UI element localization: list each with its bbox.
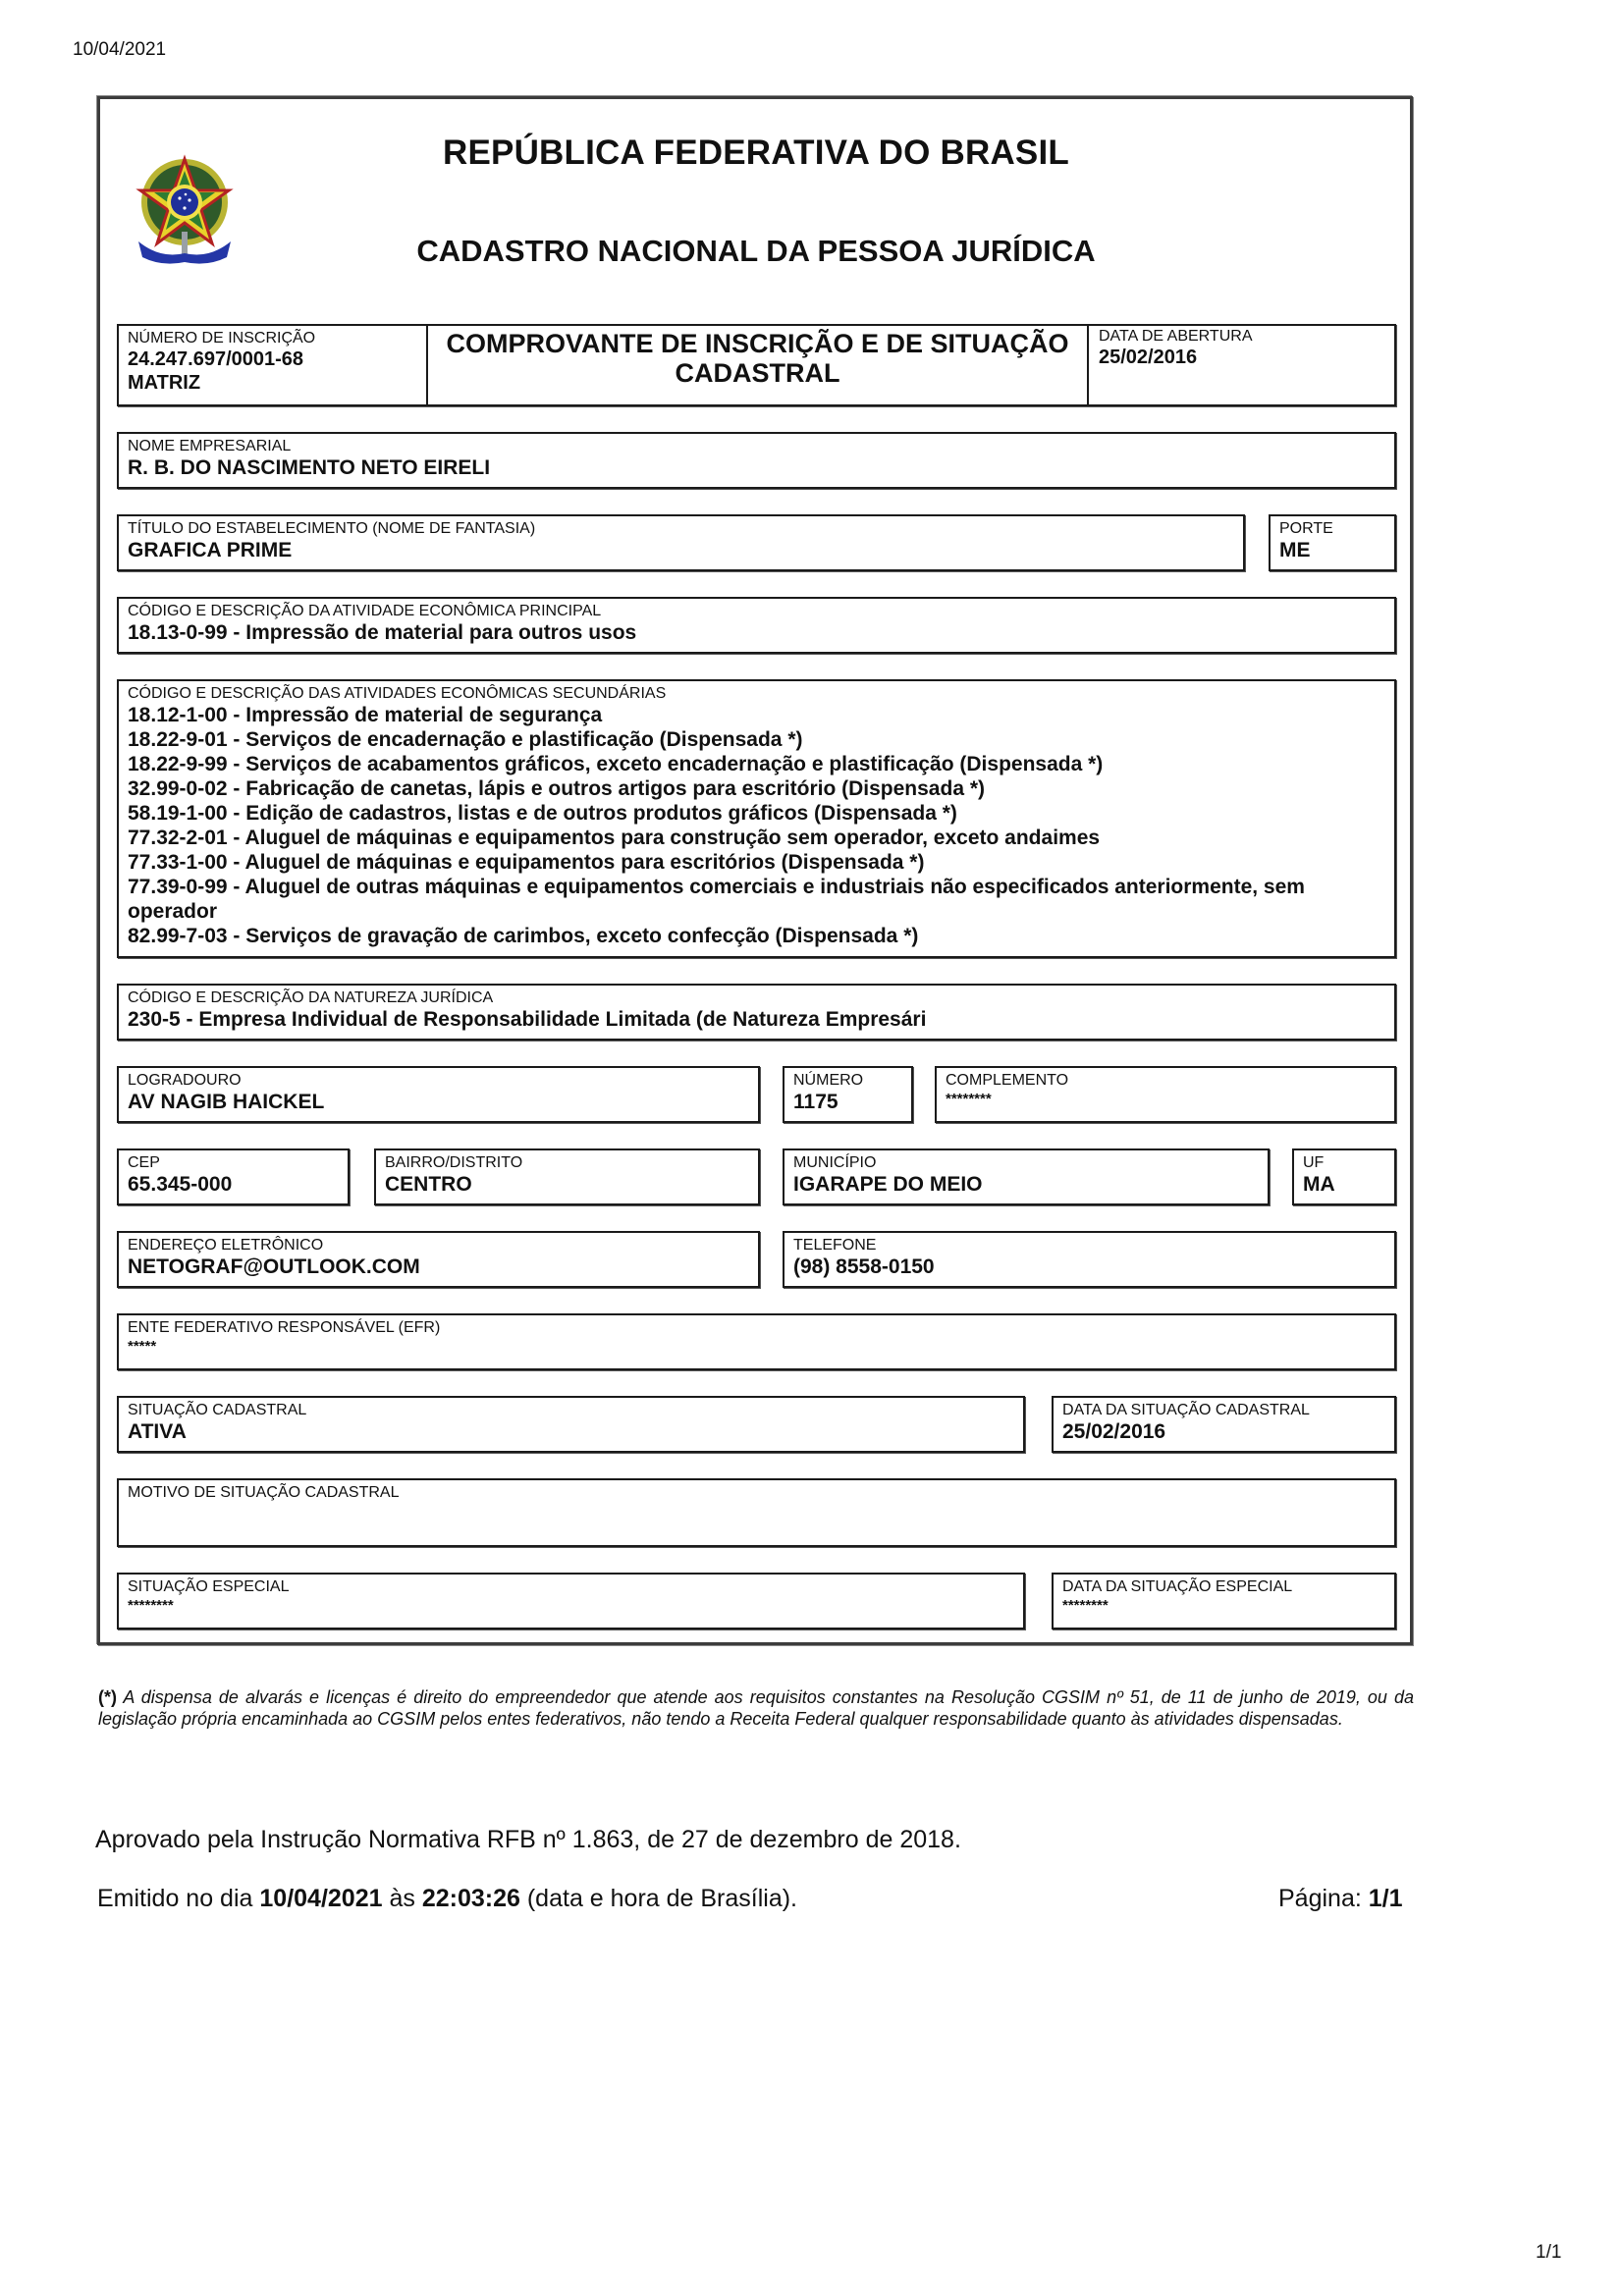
footnote-marker: (*)	[98, 1687, 117, 1707]
telefone-box	[783, 1231, 1396, 1288]
complemento-label: COMPLEMENTO	[946, 1072, 1069, 1089]
issued-mid: às	[389, 1885, 415, 1912]
efr-value: *****	[128, 1338, 157, 1355]
email-box	[117, 1231, 760, 1288]
data-situacao-especial-value: ********	[1062, 1597, 1109, 1614]
logradouro-label: LOGRADOURO	[128, 1072, 242, 1089]
data-situacao-box	[1052, 1396, 1396, 1453]
list-item: 58.19-1-00 - Edição de cadastros, listas e de outros produtos gráficos (Dispensada *)	[128, 802, 957, 825]
efr-box	[117, 1313, 1396, 1370]
municipio-value: IGARAPE DO MEIO	[793, 1173, 983, 1196]
natureza-juridica-box	[117, 984, 1396, 1041]
motivo-label: MOTIVO DE SITUAÇÃO CADASTRAL	[128, 1484, 400, 1501]
abertura-label: DATA DE ABERTURA	[1099, 328, 1253, 345]
list-item: 18.22-9-01 - Serviços de encadernação e plastificação (Dispensada *)	[128, 728, 803, 751]
document-title-line1: COMPROVANTE DE INSCRIÇÃO E DE SITUAÇÃO	[446, 329, 1069, 358]
approval-note: Aprovado pela Instrução Normativa RFB nº 1.863, de 27 de dezembro de 2018.	[95, 1826, 961, 1853]
page-title: REPÚBLICA FEDERATIVA DO BRASIL	[443, 133, 1069, 172]
page-subtitle: CADASTRO NACIONAL DA PESSOA JURÍDICA	[416, 234, 1096, 268]
porte-box	[1269, 514, 1396, 571]
nome-fantasia-label: TÍTULO DO ESTABELECIMENTO (NOME DE FANTASIA)	[128, 520, 536, 537]
porte-value: ME	[1279, 539, 1311, 561]
data-situacao-especial-box	[1052, 1573, 1396, 1629]
data-situacao-label: DATA DA SITUAÇÃO CADASTRAL	[1062, 1402, 1310, 1418]
bairro-box	[374, 1148, 760, 1205]
municipio-box	[783, 1148, 1270, 1205]
numero-box	[783, 1066, 913, 1123]
uf-label: UF	[1303, 1154, 1325, 1171]
email-value: NETOGRAF@OUTLOOK.COM	[128, 1255, 420, 1278]
list-item: 77.33-1-00 - Aluguel de máquinas e equipamentos para escritórios (Dispensada *)	[128, 851, 925, 874]
nome-empresarial-value: R. B. DO NASCIMENTO NETO EIRELI	[128, 456, 491, 479]
cep-label: CEP	[128, 1154, 160, 1171]
efr-label: ENTE FEDERATIVO RESPONSÁVEL (EFR)	[128, 1319, 441, 1336]
situacao-box	[117, 1396, 1025, 1453]
situacao-especial-value: ********	[128, 1597, 174, 1614]
list-item: 18.22-9-99 - Serviços de acabamentos gráficos, exceto encadernação e plastificação (Dispensada *)	[128, 753, 1104, 775]
email-label: ENDEREÇO ELETRÔNICO	[128, 1237, 324, 1254]
cnpj-value: 24.247.697/0001-68	[128, 348, 304, 370]
cep-box	[117, 1148, 350, 1205]
situacao-value: ATIVA	[128, 1420, 187, 1443]
data-situacao-especial-label: DATA DA SITUAÇÃO ESPECIAL	[1062, 1578, 1293, 1595]
page-value: 1/1	[1368, 1885, 1403, 1912]
list-item: 77.39-0-99 - Aluguel de outras máquinas e equipamentos comerciais e industriais não especificados anteriormente, sem operador	[128, 876, 1305, 923]
situacao-label: SITUAÇÃO CADASTRAL	[128, 1402, 307, 1418]
logradouro-value: AV NAGIB HAICKEL	[128, 1091, 325, 1113]
nome-empresarial-box	[117, 432, 1396, 489]
numero-label: NÚMERO	[793, 1072, 864, 1089]
complemento-value: ********	[946, 1091, 992, 1107]
issued-time: 22:03:26	[421, 1885, 520, 1912]
page-count: 1/1	[1536, 2242, 1562, 2263]
atividade-principal-label: CÓDIGO E DESCRIÇÃO DA ATIVIDADE ECONÔMICA PRINCIPAL	[128, 603, 602, 619]
situacao-especial-box	[117, 1573, 1025, 1629]
telefone-label: TELEFONE	[793, 1237, 877, 1254]
footnote-text: A dispensa de alvarás e licenças é direito do empreendedor que atende aos requisitos constantes na Resolução CGSIM nº 51, de 11 de junho de 2019, ou da legislação própria encaminhada ao CGSIM pelos entes federativos, não tendo a Receita Federal qualquer responsabilidade quanto às atividades dispensadas.	[98, 1687, 1414, 1729]
inscricao-label: NÚMERO DE INSCRIÇÃO	[128, 330, 316, 347]
atividades-secundarias-box	[117, 679, 1396, 958]
nome-fantasia-value: GRAFICA PRIME	[128, 539, 293, 561]
atividades-secundarias-list	[128, 703, 1385, 948]
nome-empresarial-label: NOME EMPRESARIAL	[128, 438, 292, 454]
abertura-value: 25/02/2016	[1099, 347, 1198, 368]
issued-date: 10/04/2021	[259, 1885, 383, 1912]
page-label: Página:	[1278, 1885, 1362, 1912]
natureza-juridica-value: 230-5 - Empresa Individual de Responsabilidade Limitada (de Natureza Empresári	[128, 1008, 927, 1031]
document-title-line2: CADASTRAL	[675, 358, 840, 388]
uf-value: MA	[1303, 1173, 1335, 1196]
issued-suffix: (data e hora de Brasília).	[526, 1885, 798, 1912]
porte-label: PORTE	[1279, 520, 1333, 537]
list-item: 18.12-1-00 - Impressão de material de segurança	[128, 704, 603, 726]
page-info	[1278, 1885, 1403, 1913]
issued-prefix: Emitido no dia	[97, 1885, 253, 1912]
cep-value: 65.345-000	[128, 1173, 233, 1196]
list-item: 82.99-7-03 - Serviços de gravação de carimbos, exceto confecção (Dispensada *)	[128, 925, 919, 947]
print-date: 10/04/2021	[73, 39, 167, 60]
bairro-label: BAIRRO/DISTRITO	[385, 1154, 523, 1171]
natureza-juridica-label: CÓDIGO E DESCRIÇÃO DA NATUREZA JURÍDICA	[128, 989, 494, 1006]
bairro-value: CENTRO	[385, 1173, 472, 1196]
list-item: 77.32-2-01 - Aluguel de máquinas e equipamentos para construção sem operador, exceto andaimes	[128, 827, 1101, 849]
issued-line	[97, 1885, 797, 1913]
list-item: 32.99-0-02 - Fabricação de canetas, lápis e outros artigos para escritório (Dispensada *)	[128, 777, 985, 800]
data-situacao-value: 25/02/2016	[1062, 1420, 1166, 1443]
footnote	[98, 1686, 1414, 1730]
situacao-especial-label: SITUAÇÃO ESPECIAL	[128, 1578, 290, 1595]
telefone-value: (98) 8558-0150	[793, 1255, 935, 1278]
complemento-box	[935, 1066, 1396, 1123]
nome-fantasia-box	[117, 514, 1245, 571]
matriz-value: MATRIZ	[128, 372, 201, 394]
atividade-principal-box	[117, 597, 1396, 654]
uf-box	[1292, 1148, 1396, 1205]
document-title	[426, 325, 1089, 405]
abertura-field	[1099, 328, 1252, 370]
atividade-principal-value: 18.13-0-99 - Impressão de material para outros usos	[128, 621, 637, 644]
logradouro-box	[117, 1066, 760, 1123]
municipio-label: MUNICÍPIO	[793, 1154, 877, 1171]
motivo-box	[117, 1478, 1396, 1547]
numero-value: 1175	[793, 1091, 839, 1113]
atividades-secundarias-label: CÓDIGO E DESCRIÇÃO DAS ATIVIDADES ECONÔMICAS SECUNDÁRIAS	[128, 685, 667, 702]
